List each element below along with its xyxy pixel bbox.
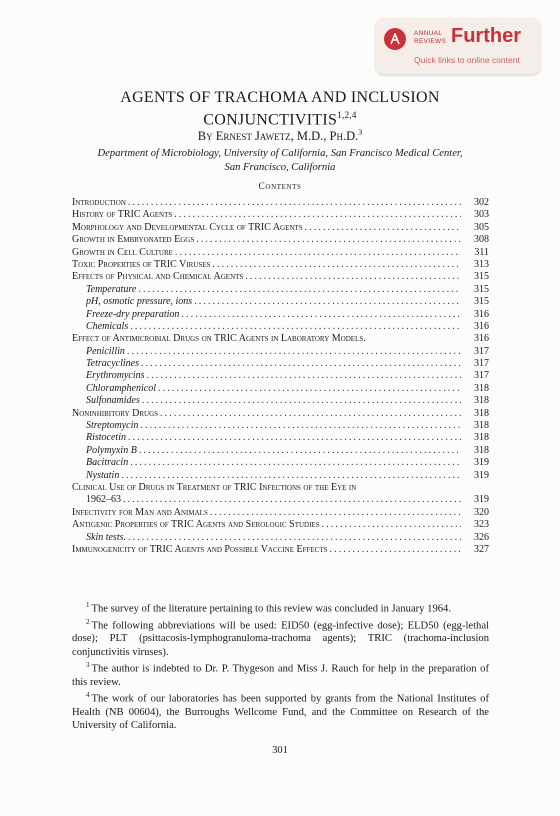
toc-leader-dots (212, 259, 461, 270)
author-footnote-ref: 3 (358, 128, 363, 137)
toc-leader-dots (128, 532, 461, 543)
footnote-mark: 4 (86, 690, 90, 699)
toc-page-number: 317 (474, 358, 489, 370)
toc-page-number: 319 (474, 494, 489, 506)
toc-entry-label: Erythromycins (86, 370, 145, 382)
toc-row (72, 432, 489, 444)
toc-entry-label: Immunogenicity of TRIC Agents and Possible Vaccine Effects (72, 543, 328, 555)
toc-leader-dots (175, 247, 461, 258)
toc-row (72, 309, 489, 321)
footnote-text: The survey of the literature pertaining to this review was concluded in January 1964. (91, 603, 451, 615)
toc-page-number: 319 (474, 469, 489, 481)
toc-leader-dots (130, 457, 461, 468)
toc-row (72, 197, 489, 209)
toc-entry-label: Ristocetin (86, 432, 126, 444)
toc-row (72, 209, 489, 221)
toc-leader-dots (160, 408, 461, 419)
article-title-line-1: AGENTS OF TRACHOMA AND INCLUSION (120, 89, 440, 106)
toc-row (72, 532, 489, 544)
toc-entry-label: pH, osmotic pressure, ions (86, 296, 193, 308)
further-label: Further (451, 25, 521, 47)
footnote-text: The author is indebted to Dr. P. Thygeson and Miss J. Rauch for help in the preparation of this review. (72, 663, 489, 688)
toc-page-number: 308 (474, 234, 489, 246)
footnote (72, 616, 489, 659)
toc-entry-label: Nystatin (86, 469, 120, 481)
affiliation-line-1: Department of Microbiology, University of California, San Francisco Medical Center, (97, 148, 463, 159)
toc-entry-label: Sulfonamides (86, 395, 140, 407)
toc-page-number: 313 (474, 258, 489, 270)
footnote-mark: 1 (86, 601, 90, 609)
toc-entry-label: Morphology and Developmental Cycle of TRIC Agents (72, 221, 303, 233)
toc-leader-dots (245, 271, 461, 282)
toc-entry-label: Skin tests. (86, 531, 126, 543)
toc-page-number: 303 (474, 209, 489, 221)
page-number: 301 (272, 745, 288, 756)
toc-row (72, 408, 489, 420)
toc-row (72, 321, 489, 333)
toc-row (72, 346, 489, 358)
toc-page-number: 318 (474, 382, 489, 394)
toc-entry-label: Penicillin (86, 345, 125, 357)
contents-heading: Contents (258, 182, 302, 192)
toc-entry-label: Chemicals (86, 320, 129, 332)
annual-reviews-logo-icon (384, 28, 406, 50)
toc-row (72, 544, 489, 556)
toc-row (72, 482, 489, 494)
toc-row (72, 370, 489, 382)
toc-entry-label: Toxic Properties of TRIC Viruses (72, 258, 211, 270)
toc-entry-label: Effect of Antimicrobial Drugs on TRIC Agents in Laboratory Models. (72, 333, 366, 345)
toc-leader-dots (139, 445, 461, 456)
toc-entry-label: Infectivity for Man and Animals (72, 506, 208, 518)
toc-row (72, 234, 489, 246)
toc-row (72, 420, 489, 432)
toc-leader-dots (196, 234, 461, 245)
toc-row (72, 271, 489, 283)
toc-leader-dots (194, 296, 461, 307)
toc-row (72, 296, 489, 308)
toc-leader-dots (138, 284, 461, 295)
toc-page-number: 311 (474, 246, 489, 258)
toc-row (72, 457, 489, 469)
toc-leader-dots (305, 222, 461, 233)
toc-row (72, 247, 489, 259)
toc-leader-dots (127, 346, 461, 357)
toc-row (72, 358, 489, 370)
quick-links-link[interactable]: Quick links to online content (414, 55, 520, 65)
toc-row (72, 470, 489, 482)
author-name: Ernest Jawetz, M.D., Ph.D. (215, 129, 359, 144)
toc-page-number: 319 (474, 457, 489, 469)
toc-leader-dots (330, 544, 462, 555)
toc-page-number: 318 (474, 395, 489, 407)
toc-page-number: 326 (474, 531, 489, 543)
toc-entry-label: Growth in Cell Culture (72, 246, 173, 258)
toc-entry-label: Clinical Use of Drugs in Treatment of TRIC Infections of the Eye in (72, 481, 357, 493)
affiliation-line-2: San Francisco, California (224, 162, 336, 173)
toc-leader-dots (181, 309, 461, 320)
footnote (72, 659, 489, 689)
table-of-contents (72, 197, 489, 556)
toc-row (72, 333, 489, 345)
annual-reviews-wordmark: ANNUAL REVIEWS (414, 30, 447, 45)
footnote-text: The work of our laboratories has been supported by grants from the National Institutes of Health (NB 00604), the Burroughs Wellcome Fund, and the Committee on Research of the University of California. (72, 693, 489, 731)
toc-leader-dots (158, 383, 461, 394)
footnote-mark: 3 (86, 660, 90, 669)
byline: By Ernest Jawetz, M.D., Ph.D.$^3$ (197, 128, 363, 144)
toc-entry-label: Polymyxin B (86, 444, 137, 456)
toc-page-number: 317 (474, 370, 489, 382)
toc-row (72, 395, 489, 407)
footnote-text: The following abbreviations will be used: EID50 (egg-infective dose); ELD50 (egg-lethal dose); PLT (psittacosis-lymphogranuloma-trachoma agents); TRIC (trachoma-inclusion conjunctivitis viruses). (72, 620, 489, 658)
toc-leader-dots (123, 494, 461, 505)
toc-page-number: 318 (474, 432, 489, 444)
toc-entry-label: Introduction (72, 197, 126, 208)
toc-leader-dots (142, 395, 461, 406)
title-footnote-refs: 1,2,4 (337, 110, 357, 120)
toc-page-number: 315 (474, 271, 489, 283)
toc-leader-dots (140, 420, 461, 431)
toc-row (72, 222, 489, 234)
toc-row (72, 494, 489, 506)
toc-leader-dots (147, 370, 461, 381)
toc-entry-label: Noninhibitory Drugs (72, 407, 159, 419)
toc-page-number: 318 (474, 420, 489, 432)
toc-leader-dots (121, 470, 461, 481)
toc-entry-label: Antigenic Properties of TRIC Agents and Serologic Studies (72, 519, 320, 531)
toc-row (72, 445, 489, 457)
toc-entry-label: Tetracyclines (86, 358, 139, 370)
toc-leader-dots (174, 209, 461, 220)
footnotes (72, 599, 489, 732)
toc-entry-label: Chloramphenicol (86, 382, 156, 394)
annual-reviews-further-badge[interactable] (376, 18, 540, 74)
footnote (72, 599, 489, 616)
toc-entry-label: Effects of Physical and Chemical Agents (72, 271, 244, 283)
toc-page-number: 323 (474, 519, 489, 531)
toc-leader-dots (130, 321, 461, 332)
toc-entry-label: 1962–63 (86, 494, 121, 506)
toc-page-number: 315 (474, 296, 489, 308)
toc-page-number: 317 (474, 345, 489, 357)
toc-page-number: 320 (474, 506, 489, 518)
toc-entry-label: Streptomycin (86, 420, 139, 432)
toc-page-number: 318 (474, 407, 489, 419)
toc-page-number: 305 (474, 221, 489, 233)
toc-entry-label: Temperature (86, 283, 137, 295)
toc-leader-dots (128, 197, 461, 208)
toc-row (72, 519, 489, 531)
toc-entry-label: Freeze-dry preparation (86, 308, 180, 320)
toc-page-number: 327 (474, 543, 489, 555)
toc-row (72, 284, 489, 296)
toc-row (72, 259, 489, 271)
toc-page-number: 318 (474, 444, 489, 456)
toc-leader-dots (141, 358, 461, 369)
footnote (72, 689, 489, 732)
toc-row (72, 507, 489, 519)
toc-page-number: 316 (474, 308, 489, 320)
toc-page-number: 316 (474, 320, 489, 332)
toc-entry-label: History of TRIC Agents (72, 209, 173, 221)
toc-leader-dots (322, 519, 461, 530)
toc-leader-dots (128, 432, 461, 443)
toc-page-number: 315 (474, 283, 489, 295)
toc-entry-label: Growth in Embryonated Eggs (72, 234, 195, 246)
toc-leader-dots (210, 507, 461, 518)
toc-entry-label: Bacitracin (86, 457, 129, 469)
toc-page-number: 316 (474, 333, 489, 345)
article-title-line-2: CONJUNCTIVITIS$^{1,2,4}$ (203, 110, 357, 129)
toc-row (72, 383, 489, 395)
toc-page-number: 302 (474, 197, 489, 208)
footnote-mark: 2 (86, 617, 90, 626)
